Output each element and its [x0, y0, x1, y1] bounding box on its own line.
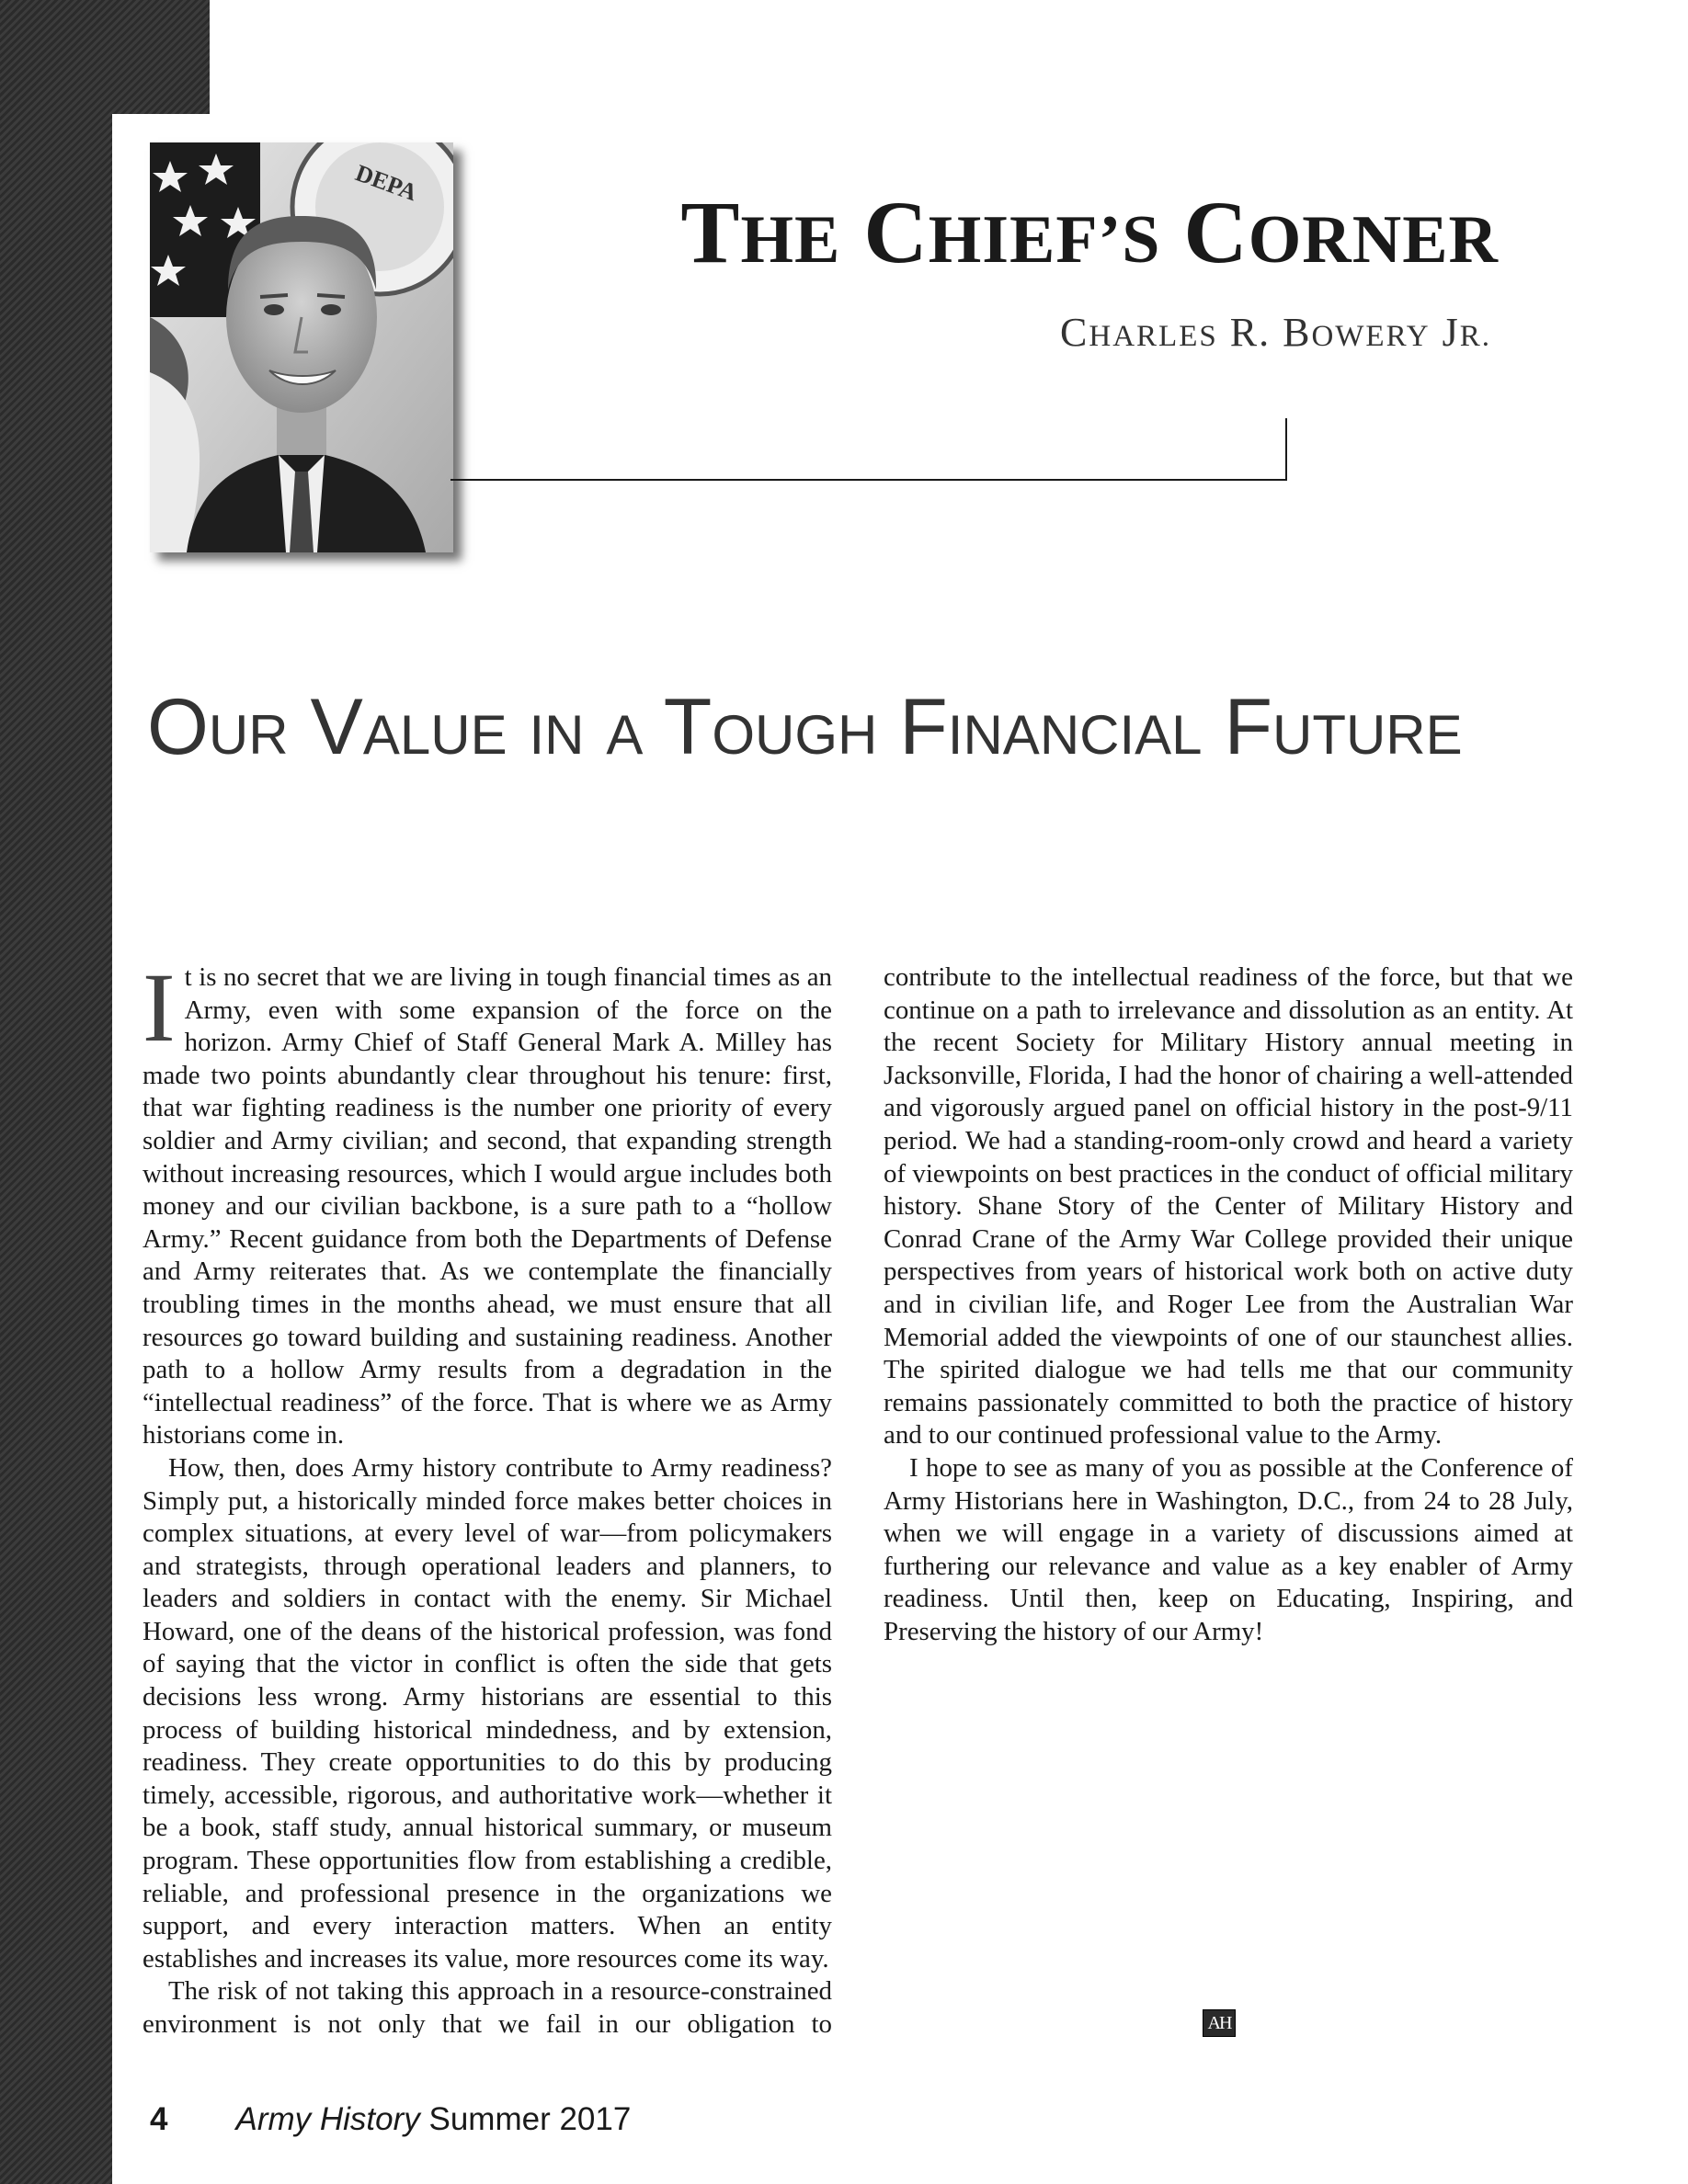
drop-cap: I [143, 954, 176, 1063]
title-rule-horizontal [451, 479, 1287, 481]
body-paragraph: It is no secret that we are living in tough financial times as an Army, even with some expansion of the force on the horizon. Army Chief of Staff General Mark A. Milley has made two points abundantly clear throughout his tenure: first, that war fighting readiness is the number one priority of every soldier and Army civilian; and second, that expanding strength without increasing resources, which I would argue includes both money and our civilian backbone, is a sure path to a “hollow Army.” Recent guidance from both the Departments of Defense and Army reiterates that. As we contemplate the financially troubling times in the months ahead, we must ensure that all resources go toward building and sustaining readiness. Another path to a hollow Army results from a degradation in the “intellectual readiness” of the force. That is where we as Army historians come in. [143, 954, 832, 1450]
page-footer [150, 2103, 631, 2135]
seal-text: DEPA [351, 159, 421, 207]
issue-date: Summer 2017 [428, 2101, 632, 2137]
body-paragraph: How, then, does Army history contribute to Army readiness? Simply put, a historically minded force makes better choices in complex situations, at every level of war—from policymakers and strategists, through operational leaders and planners, to leaders and soldiers in contact with the enemy. Sir Michael Howard, one of the deans of the historical profession, was fond of saying that the victor in conflict is often the side that gets decisions less wrong. Army historians are essential to this process of building historical mindedness, and by extension, readiness. They create opportunities to do this by producing timely, accessible, rigorous, and authoritative work—whether it be a book, staff study, annual historical summary, or museum program. These opportunities flow from establishing a credible, reliable, and professional presence in the organizations we support, and every interaction matters. When an entity establishes and increases its value, more resources come its way. [143, 1452, 832, 1974]
article-body [143, 954, 1573, 2065]
column-title: THE CHIEF’S CORNER [680, 183, 1499, 281]
body-paragraph: I hope to see as many of you as possible at the Conference of Army Historians here in Washington, D.C., from 24 to 28 July, when we will engage in a variety of discussions aimed at furthering our relevance and value as a key enabler of Army readiness. Until then, keep on Educating, Inspiring, and Preserving the history of our Army! [884, 1452, 1573, 1646]
page-number: 4 [150, 2101, 168, 2137]
publication-name: Army History [235, 2101, 420, 2137]
author-byline: CHARLES R. BOWERY JR. [1060, 310, 1491, 355]
body-paragraph: The risk of not taking this approach in a resource-constrained environment is not only that we fail in our obligation to contribute to the intellectual readiness of the force, but that we continue on a path to irrelevance and dissolution as an entity. At the recent Society for Military History annual meeting in Jacksonville, Florida, I had the honor of chairing a well-attended and vigorously argued panel on official history in the post-9/11 period. We had a standing-room-only crowd and heard a variety of viewpoints on best practices in the conduct of official military history. Shane Story of the Center of Military History and Conrad Crane of the Army War College provided their unique perspectives from years of historical work both on active duty and in civilian life, and Roger Lee from the Australian War Memorial added the viewpoints of one of our staunchest allies. The spirited dialogue we had tells me that our community remains passionately committed to both the practice of history and to our continued professional value to the Army. [143, 962, 1573, 2039]
end-mark-icon: AH [1203, 2009, 1236, 2037]
top-decorative-band [0, 0, 210, 114]
article-title: OUR VALUE IN A TOUGH FINANCIAL FUTURE [147, 683, 1463, 771]
title-rule-vertical [1285, 418, 1287, 481]
